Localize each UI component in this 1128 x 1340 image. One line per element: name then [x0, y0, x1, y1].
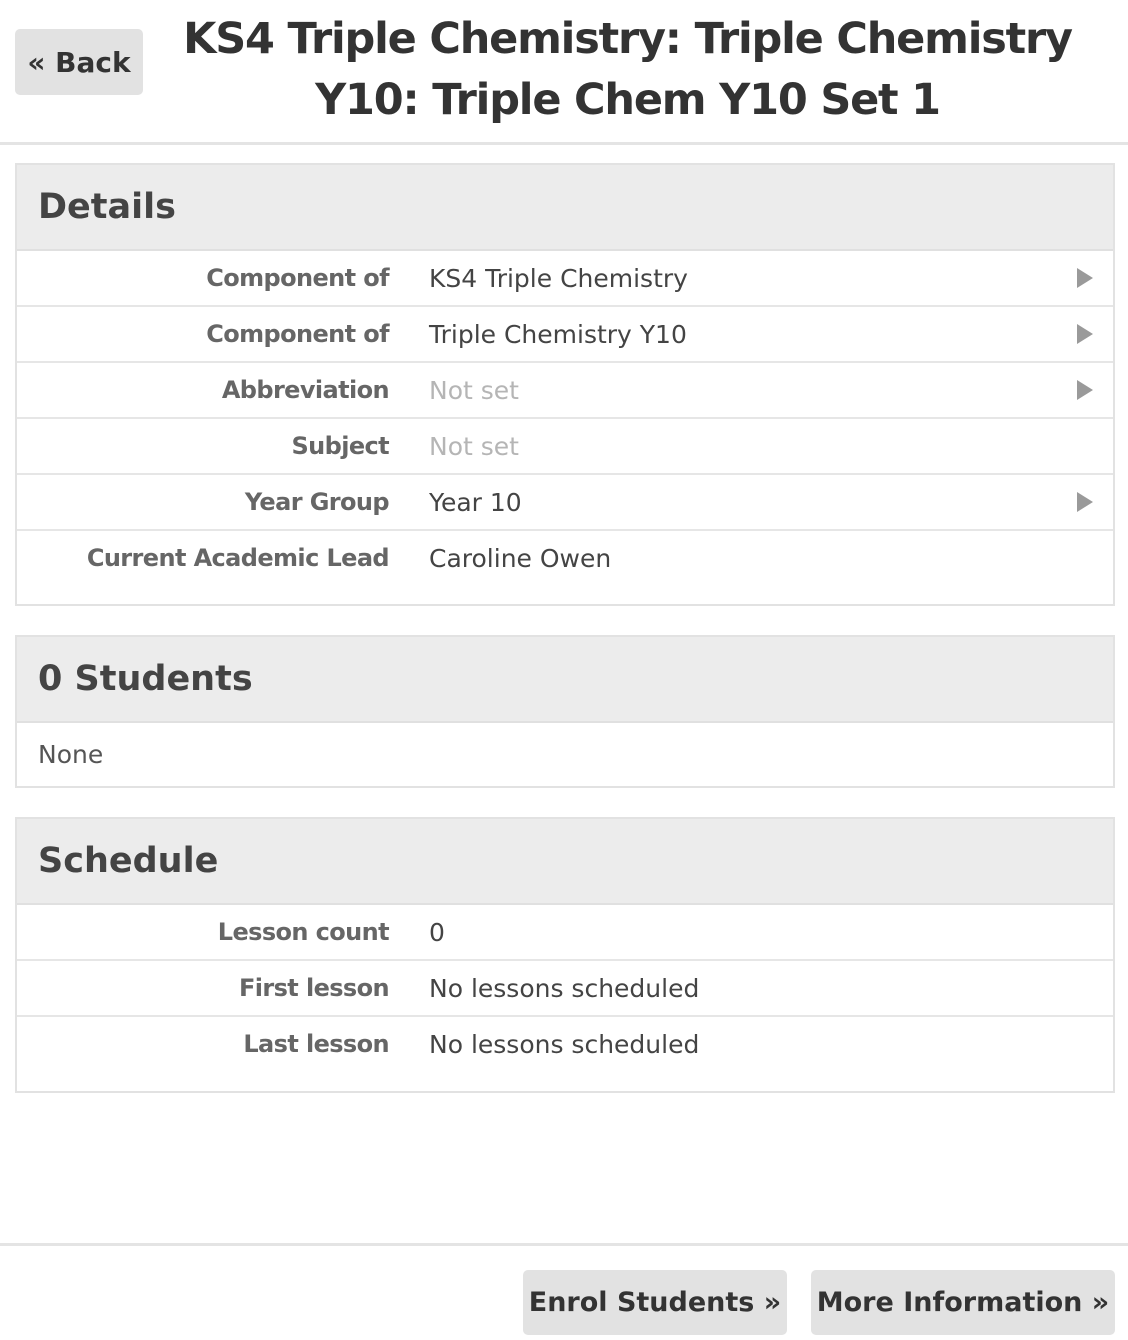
back-button[interactable]: « Back — [15, 29, 143, 95]
schedule-value: 0 — [429, 917, 445, 947]
detail-row-abbreviation[interactable] — [17, 363, 1113, 419]
detail-label: Abbreviation — [221, 376, 389, 404]
detail-label: Component of — [206, 264, 389, 292]
detail-label: Year Group — [244, 488, 389, 516]
header — [0, 0, 1128, 145]
more-information-button[interactable]: More Information » — [811, 1270, 1115, 1335]
chevron-right-icon — [1077, 380, 1093, 400]
details-panel — [15, 163, 1115, 606]
detail-row-academic-lead — [17, 531, 1113, 587]
chevron-right-icon — [1077, 324, 1093, 344]
students-heading: 0 Students — [17, 637, 1113, 723]
chevron-right-icon — [1077, 492, 1093, 512]
schedule-heading: Schedule — [17, 819, 1113, 905]
detail-row-component-course[interactable] — [17, 251, 1113, 307]
students-panel — [15, 635, 1115, 788]
enrol-students-button[interactable]: Enrol Students » — [523, 1270, 787, 1335]
detail-label: Component of — [206, 320, 389, 348]
details-heading: Details — [17, 165, 1113, 251]
detail-label: Current Academic Lead — [86, 544, 389, 572]
schedule-panel — [15, 817, 1115, 1093]
page-title: KS4 Triple Chemistry: Triple Chemistry Y10: Triple Chem Y10 Set 1 — [183, 14, 1072, 125]
detail-label: Subject — [291, 432, 389, 460]
schedule-row-lesson-count — [17, 905, 1113, 961]
detail-value: Not set — [429, 375, 519, 405]
detail-value: Triple Chemistry Y10 — [429, 319, 687, 349]
schedule-value: No lessons scheduled — [429, 973, 700, 1003]
schedule-label: First lesson — [238, 974, 389, 1002]
chevron-right-icon — [1077, 268, 1093, 288]
schedule-row-last-lesson — [17, 1017, 1113, 1073]
schedule-row-first-lesson — [17, 961, 1113, 1017]
detail-value: Caroline Owen — [429, 543, 612, 573]
schedule-value: No lessons scheduled — [429, 1029, 700, 1059]
detail-row-component-year[interactable] — [17, 307, 1113, 363]
students-empty-text: None — [38, 739, 104, 769]
detail-value: KS4 Triple Chemistry — [429, 263, 688, 293]
detail-row-year-group[interactable] — [17, 475, 1113, 531]
detail-row-subject — [17, 419, 1113, 475]
schedule-label: Lesson count — [217, 918, 389, 946]
detail-value: Year 10 — [429, 487, 522, 517]
schedule-label: Last lesson — [243, 1030, 389, 1058]
detail-value: Not set — [429, 431, 519, 461]
footer-toolbar — [0, 1243, 1128, 1340]
